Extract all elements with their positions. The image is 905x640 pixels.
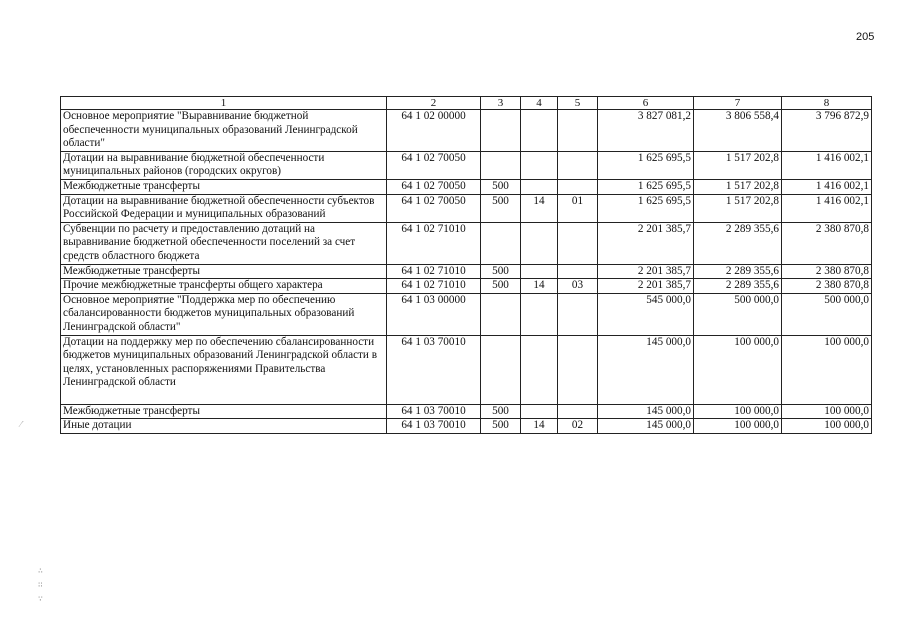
rz-cell bbox=[521, 404, 558, 419]
amount-cell: 3 806 558,4 bbox=[694, 110, 782, 152]
scan-artifact: ∴ bbox=[38, 566, 43, 575]
name-cell: Основное мероприятие "Поддержка мер по обеспечению сбалансированности бюджетов муниципальных образований Ленинградской области" bbox=[61, 293, 387, 335]
rz-cell bbox=[521, 335, 558, 404]
rz-cell bbox=[521, 222, 558, 264]
code-cell: 64 1 02 71010 bbox=[387, 279, 481, 294]
scan-artifact: ⁄ˊ bbox=[20, 420, 24, 429]
table-row bbox=[61, 293, 872, 335]
header-cell: 8 bbox=[782, 97, 872, 110]
header-cell: 2 bbox=[387, 97, 481, 110]
amount-cell: 2 201 385,7 bbox=[598, 222, 694, 264]
table-row bbox=[61, 279, 872, 294]
pr-cell: 02 bbox=[558, 419, 598, 434]
header-cell: 7 bbox=[694, 97, 782, 110]
vr-cell bbox=[481, 110, 521, 152]
code-cell: 64 1 03 70010 bbox=[387, 335, 481, 404]
rz-cell bbox=[521, 151, 558, 179]
amount-cell: 500 000,0 bbox=[694, 293, 782, 335]
name-cell: Дотации на поддержку мер по обеспечению сбалансированности бюджетов муниципальных образований Ленинградской области в целях, установленных распоряжениями Правительства Ленинградской области bbox=[61, 335, 387, 404]
amount-cell: 1 517 202,8 bbox=[694, 179, 782, 194]
amount-cell: 2 380 870,8 bbox=[782, 279, 872, 294]
amount-cell: 1 517 202,8 bbox=[694, 151, 782, 179]
amount-cell: 100 000,0 bbox=[782, 419, 872, 434]
pr-cell bbox=[558, 293, 598, 335]
rz-cell: 14 bbox=[521, 279, 558, 294]
amount-cell: 2 289 355,6 bbox=[694, 222, 782, 264]
page-number: 205 bbox=[856, 31, 875, 43]
name-cell: Иные дотации bbox=[61, 419, 387, 434]
amount-cell: 545 000,0 bbox=[598, 293, 694, 335]
rz-cell bbox=[521, 179, 558, 194]
rz-cell: 14 bbox=[521, 194, 558, 222]
name-cell: Дотации на выравнивание бюджетной обеспеченности муниципальных районов (городских округов) bbox=[61, 151, 387, 179]
amount-cell: 1 517 202,8 bbox=[694, 194, 782, 222]
vr-cell: 500 bbox=[481, 194, 521, 222]
table-row bbox=[61, 335, 872, 404]
scan-artifact: ∵ bbox=[38, 594, 43, 603]
vr-cell: 500 bbox=[481, 419, 521, 434]
name-cell: Межбюджетные трансферты bbox=[61, 404, 387, 419]
vr-cell bbox=[481, 335, 521, 404]
amount-cell: 2 289 355,6 bbox=[694, 279, 782, 294]
code-cell: 64 1 02 70050 bbox=[387, 151, 481, 179]
name-cell: Прочие межбюджетные трансферты общего характера bbox=[61, 279, 387, 294]
pr-cell: 01 bbox=[558, 194, 598, 222]
table-row bbox=[61, 419, 872, 434]
header-cell: 3 bbox=[481, 97, 521, 110]
amount-cell: 100 000,0 bbox=[694, 419, 782, 434]
code-cell: 64 1 02 71010 bbox=[387, 264, 481, 279]
amount-cell: 2 201 385,7 bbox=[598, 264, 694, 279]
table-row bbox=[61, 404, 872, 419]
scan-artifact: ∷ bbox=[38, 580, 43, 589]
amount-cell: 2 289 355,6 bbox=[694, 264, 782, 279]
vr-cell: 500 bbox=[481, 264, 521, 279]
vr-cell: 500 bbox=[481, 179, 521, 194]
vr-cell: 500 bbox=[481, 279, 521, 294]
amount-cell: 145 000,0 bbox=[598, 419, 694, 434]
code-cell: 64 1 03 70010 bbox=[387, 419, 481, 434]
pr-cell bbox=[558, 151, 598, 179]
code-cell: 64 1 02 70050 bbox=[387, 194, 481, 222]
table-row bbox=[61, 194, 872, 222]
amount-cell: 100 000,0 bbox=[782, 404, 872, 419]
rz-cell bbox=[521, 264, 558, 279]
amount-cell: 3 827 081,2 bbox=[598, 110, 694, 152]
amount-cell: 100 000,0 bbox=[782, 335, 872, 404]
pr-cell bbox=[558, 404, 598, 419]
pr-cell bbox=[558, 264, 598, 279]
vr-cell bbox=[481, 151, 521, 179]
code-cell: 64 1 02 70050 bbox=[387, 179, 481, 194]
amount-cell: 145 000,0 bbox=[598, 335, 694, 404]
code-cell: 64 1 03 70010 bbox=[387, 404, 481, 419]
amount-cell: 1 416 002,1 bbox=[782, 179, 872, 194]
amount-cell: 1 625 695,5 bbox=[598, 151, 694, 179]
name-cell: Межбюджетные трансферты bbox=[61, 264, 387, 279]
name-cell: Основное мероприятие "Выравнивание бюджетной обеспеченности муниципальных образований Ленинградской области" bbox=[61, 110, 387, 152]
pr-cell bbox=[558, 335, 598, 404]
budget-table bbox=[60, 96, 872, 434]
amount-cell: 2 380 870,8 bbox=[782, 222, 872, 264]
code-cell: 64 1 02 71010 bbox=[387, 222, 481, 264]
pr-cell: 03 bbox=[558, 279, 598, 294]
rz-cell bbox=[521, 110, 558, 152]
table-row bbox=[61, 151, 872, 179]
header-cell: 5 bbox=[558, 97, 598, 110]
amount-cell: 100 000,0 bbox=[694, 404, 782, 419]
header-cell: 6 bbox=[598, 97, 694, 110]
table-row bbox=[61, 222, 872, 264]
amount-cell: 1 416 002,1 bbox=[782, 151, 872, 179]
code-cell: 64 1 02 00000 bbox=[387, 110, 481, 152]
amount-cell: 500 000,0 bbox=[782, 293, 872, 335]
vr-cell bbox=[481, 293, 521, 335]
amount-cell: 1 625 695,5 bbox=[598, 179, 694, 194]
table-header-row bbox=[61, 97, 872, 110]
amount-cell: 100 000,0 bbox=[694, 335, 782, 404]
pr-cell bbox=[558, 222, 598, 264]
name-cell: Дотации на выравнивание бюджетной обеспеченности субъектов Российской Федерации и муниципальных образований bbox=[61, 194, 387, 222]
amount-cell: 1 416 002,1 bbox=[782, 194, 872, 222]
vr-cell bbox=[481, 222, 521, 264]
vr-cell: 500 bbox=[481, 404, 521, 419]
name-cell: Межбюджетные трансферты bbox=[61, 179, 387, 194]
pr-cell bbox=[558, 110, 598, 152]
header-cell: 4 bbox=[521, 97, 558, 110]
table-row bbox=[61, 110, 872, 152]
rz-cell: 14 bbox=[521, 419, 558, 434]
amount-cell: 145 000,0 bbox=[598, 404, 694, 419]
amount-cell: 2 380 870,8 bbox=[782, 264, 872, 279]
name-cell: Субвенции по расчету и предоставлению дотаций на выравнивание бюджетной обеспеченности поселений за счет средств областного бюджета bbox=[61, 222, 387, 264]
table-row bbox=[61, 179, 872, 194]
code-cell: 64 1 03 00000 bbox=[387, 293, 481, 335]
amount-cell: 1 625 695,5 bbox=[598, 194, 694, 222]
header-cell: 1 bbox=[61, 97, 387, 110]
amount-cell: 3 796 872,9 bbox=[782, 110, 872, 152]
pr-cell bbox=[558, 179, 598, 194]
rz-cell bbox=[521, 293, 558, 335]
amount-cell: 2 201 385,7 bbox=[598, 279, 694, 294]
table-row bbox=[61, 264, 872, 279]
